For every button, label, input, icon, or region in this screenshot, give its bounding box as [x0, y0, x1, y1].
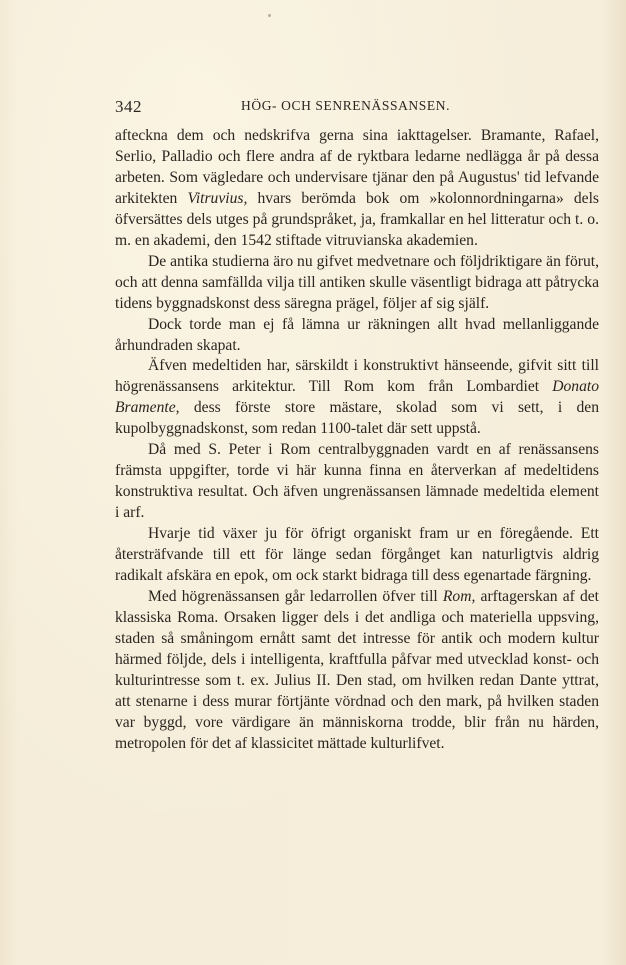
- print-speck: [268, 14, 271, 17]
- italic-name: Donato Bramente,: [115, 378, 599, 417]
- paragraph-text: dess förste store mästare, skolad som vi sett, i den kupolbyggnadskonst, som redan 1100-talet där sett uppstå.: [115, 399, 599, 438]
- paragraph-text: Dock torde man ej få lämna ur räkningen allt hvad mellanliggande århundraden skapat.: [115, 315, 599, 354]
- paragraph: [115, 524, 599, 587]
- page-number: 342: [115, 97, 142, 116]
- paragraph-text: Äfven medeltiden har, särskildt i konstruktivt hänseende, gifvit sitt till högrenässansens arkitektur. Till Rom kom från Lombardiet: [115, 357, 599, 396]
- paragraph: [115, 252, 599, 315]
- paragraph: [115, 356, 599, 440]
- paragraph-text: afteckna dem och nedskrifva gerna sina iakttagelser. Bramante, Rafael, Serlio, Palladio och flere andra af de ryktbara ledarne nedlägga år på dessa arbeten. Som vägledare och undervisare tjänar den på Augustus' tid lefvande arkitekten: [115, 127, 599, 207]
- paragraph: [115, 315, 599, 357]
- paragraph-text: Hvarje tid växer ju för öfrigt organiskt fram ur en föregående. Ett återsträfvande till ett för länge sedan förgånget kan naturligtvis aldrig radikalt afskära en epok, om ock starkt bidraga till dess egenartade färgning.: [115, 525, 599, 585]
- paragraph-text: hvars berömda bok om »kolonnordningarna» dels öfversättes dels utges på grundspråket, ja, framkallar en hel litteratur och t. o. m. en akademi, den 1542 stiftade vitruvianska akademien.: [115, 189, 599, 249]
- italic-name: Rom,: [442, 587, 476, 605]
- paragraph-text: Då med S. Peter i Rom centralbyggnaden vardt en af renässansens främsta uppgifter, torde vi här kunna finna en återverkan af medeltidens konstruktiva resultat. Och äfven ungrenässansen lämnade medeltida element i arf.: [115, 441, 599, 522]
- paragraph: [115, 587, 599, 755]
- italic-name: Vitruvius,: [187, 189, 248, 207]
- paragraph-text: arftagerskan af det klassiska Roma. Orsaken ligger dels i det andliga och materiella uppsving, staden så småningom ernått samt det intresse för antik och modern kultur härmed följde, dels i intelligenta, kraftfulla påfvar med utvecklad konst- och kulturintresse som t. ex. Julius II. Den stad, om hvilken redan Dante yttrat, att stenarne i dess murar förtjänte vördnad och den mark, på hvilken staden var byggd, vore värdigare än människorna trodde, blir från nu härden, metropolen för det af klassicitet mättade kulturlifvet.: [115, 587, 599, 752]
- paragraph: [115, 440, 599, 524]
- page-header: [115, 97, 600, 119]
- running-head: HÖG- OCH SENRENÄSSANSEN.: [241, 98, 451, 113]
- paragraph-text: De antika studierna äro nu gifvet medvetnare och följdriktigare än förut, och att denna samfällda vilja till antiken skulle väsentligt bidraga att påtrycka tidens byggnadskonst dess säregna prägel, följer af sig själf.: [115, 252, 599, 312]
- paragraph-text: Med högrenässansen går ledarrollen öfver till: [148, 587, 443, 605]
- body-text: [115, 126, 599, 755]
- paragraph: [115, 126, 599, 252]
